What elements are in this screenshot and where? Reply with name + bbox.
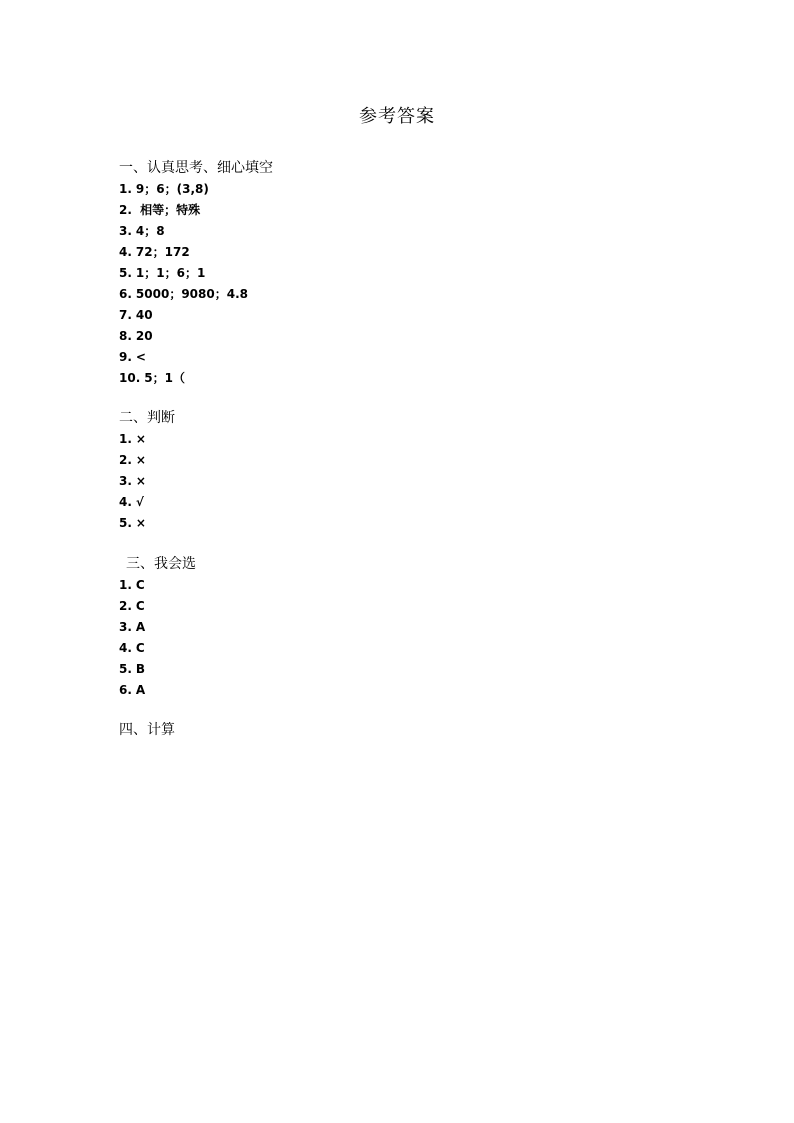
answer-item: 9. < [119,350,146,364]
answer-item: 3. × [119,474,146,488]
answer-item: 5. B [119,662,146,676]
answer-item: 5. 1；1；6；1 [119,266,206,280]
answer-item: 2. C [119,599,145,613]
answer-item: 5. × [119,516,146,530]
section-fill-in-blanks [119,158,679,389]
answer-item: 4. √ [119,495,144,509]
answer-item: 2. 相等；特殊 [119,203,201,217]
section-multiple-choice [119,554,679,701]
answer-item: 3. 4；8 [119,224,165,238]
answer-item: 1. C [119,578,145,592]
section-heading: 四、计算 [119,722,175,738]
answer-item: 1. × [119,432,146,446]
answer-item: 10. 5；1（ [119,371,185,385]
section-calculation [119,720,679,741]
answer-item: 3. A [119,620,146,634]
answer-item: 7. 40 [119,308,153,322]
section-heading: 一、认真思考、细心填空 [119,160,273,176]
answer-item: 6. 5000；9080；4.8 [119,287,248,301]
section-heading: 二、判断 [119,410,175,426]
answer-item: 4. 72；172 [119,245,190,259]
answer-item: 2. × [119,453,146,467]
section-heading: 三、我会选 [126,556,196,572]
answer-item: 8. 20 [119,329,153,343]
answer-item: 1. 9；6；(3,8) [119,182,209,196]
section-true-false [119,408,679,534]
page-title: 参考答案 [359,106,435,127]
answer-item: 6. A [119,683,146,697]
answer-item: 4. C [119,641,145,655]
